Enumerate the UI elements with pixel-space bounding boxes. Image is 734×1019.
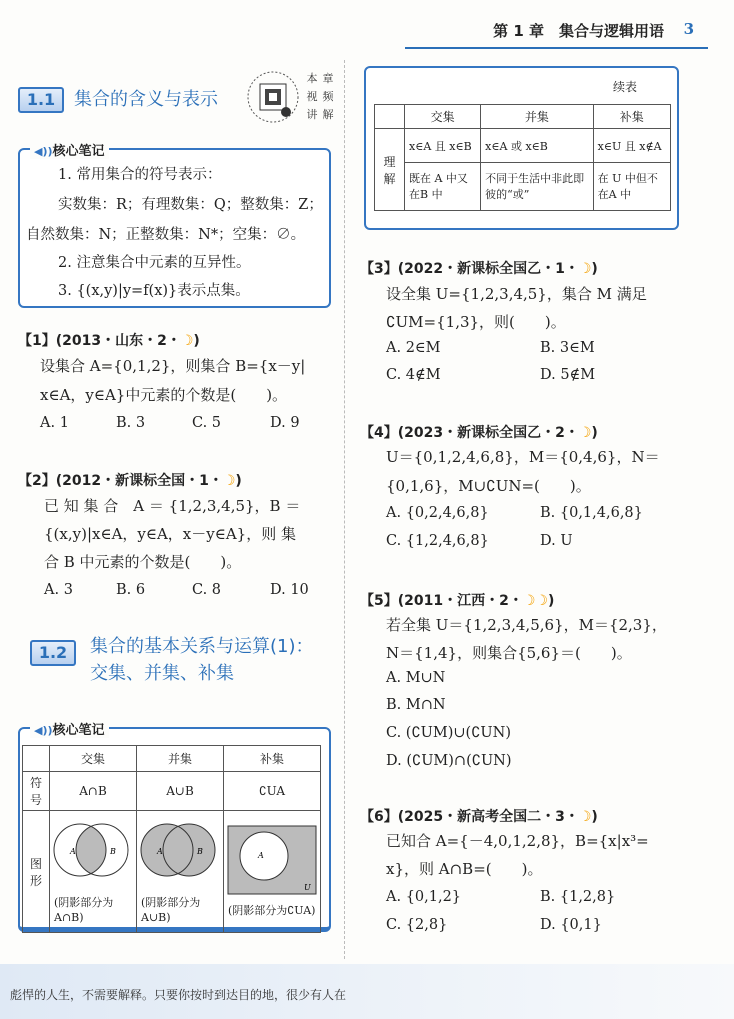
core-note-box-1 [18,144,331,308]
option[interactable]: C. {1,2,4,6,8} [386,533,489,549]
problem-3-head: 【3】(2022・新课标全国乙・1・☽) [360,261,598,277]
column-divider [344,60,345,959]
difficulty-moon-icon: ☽☽ [522,593,548,609]
problem-6-text: x}，则 A∩B=( )。 [386,860,543,878]
venn-union-diagram [137,814,223,892]
cell: x∈A 且 x∈B [405,129,481,163]
difficulty-moon-icon: ☽ [578,261,592,277]
problem-2-text: {(x,y)|x∈A，y∈A，x－y∈A}，则 集 [44,525,296,543]
venn-union [137,811,224,933]
col-head: 交集 [405,105,481,129]
cell: x∈U 且 x∉A [593,129,670,163]
option[interactable]: D. (∁UM)∩(∁UN) [386,753,512,769]
difficulty-moon-icon: ☽ [180,333,194,349]
set-operations-table [22,745,321,933]
caption: (阴影部分为∁UA) [228,903,316,917]
problem-4-text: {0,1,6}，M∪∁UN=( )。 [386,477,591,495]
caption: (阴影部分为A∪B) [141,896,201,924]
row-head: 符号 [23,772,50,811]
option[interactable]: D. U [540,533,573,549]
col-head: 并集 [481,105,593,129]
continued-label: 续表 [612,80,637,94]
venn-label: U [304,882,311,892]
option[interactable]: A. M∪N [386,670,446,686]
problem-3-text: 设全集 U={1,2,3,4,5}，集合 M 满足 [386,285,647,303]
option[interactable]: B. 3∈M [540,340,595,356]
section-title-1-1: 集合的含义与表示 [74,89,218,110]
option[interactable]: A. 2∈M [386,340,441,356]
caption: (阴影部分为A∩B) [54,896,114,924]
option[interactable]: B. {1,2,8} [540,889,616,905]
option[interactable]: B. 3 [116,415,146,431]
section-badge-1-1: 1.1 [18,87,64,113]
note-line: 自然数集：N；正整数集：N*；空集：∅。 [26,227,306,243]
problem-2-head: 【2】(2012・新课标全国・1・☽) [18,473,242,489]
qr-label-2: 章 频 解 [322,72,334,121]
section-title-1-2: 集合的基本关系与运算(1)： [90,636,314,657]
option[interactable]: A. 1 [40,415,69,431]
chapter-title: 第 1 章 集合与逻辑用语 [493,22,664,40]
problem-2-text: 合 B 中元素的个数是( )。 [44,553,242,571]
option[interactable]: C. (∁UM)∪(∁UN) [386,725,511,741]
option[interactable]: B. M∩N [386,697,446,713]
problem-4-text: U＝{0,1,2,4,6,8}，M＝{0,4,6}，N＝ [386,448,660,466]
difficulty-moon-icon: ☽ [222,473,236,489]
col-head: 交集 [50,746,137,772]
qr-code-icon[interactable] [246,70,300,124]
note-line: 2. 注意集合中元素的互异性。 [58,255,251,271]
note-line: 1. 常用集合的符号表示： [58,167,222,183]
section-badge-1-2: 1.2 [30,640,76,666]
continued-table-box [364,66,679,230]
continued-table [374,104,671,211]
problem-2-text: 已 知 集 合 A ＝ {1,2,3,4,5}，B ＝ [44,497,301,515]
venn-label: A [258,850,264,860]
cell: 在 U 中但不在A 中 [593,163,670,211]
row-head: 图形 [23,811,50,933]
note-line: 实数集：R；有理数集：Q；整数集：Z； [58,197,323,213]
venn-label: B [197,847,203,856]
symbol-cell: A∩B [50,772,137,811]
symbol-cell: A∪B [137,772,224,811]
difficulty-moon-icon: ☽ [578,809,592,825]
col-head: 补集 [224,746,321,772]
problem-6-head: 【6】(2025・新高考全国二・3・☽) [360,809,598,825]
core-note-box-2 [18,723,331,932]
problem-5-text: 若全集 U＝{1,2,3,4,5,6}，M＝{2,3}， [386,616,667,634]
speaker-icon: ◀)) [34,724,53,737]
problem-3-text: ∁UM={1,3}，则( )。 [386,313,566,331]
header-rule [405,47,708,49]
option[interactable]: C. 5 [192,415,222,431]
venn-label: B [110,847,116,856]
page-header [0,0,734,50]
col-head: 并集 [137,746,224,772]
footer-quote: 彪悍的人生，不需要解释。只要你按时到达目的地，很少有人在 [10,988,347,1002]
venn-complement-diagram [224,822,320,900]
venn-label: A [70,847,76,856]
option[interactable]: D. {0,1} [540,917,602,933]
option[interactable]: A. {0,2,4,6,8} [386,505,489,521]
problem-1-text: 设集合 A={0,1,2}，则集合 B={x－y| [40,357,306,375]
option[interactable]: A. 3 [44,582,73,598]
qr-label: 本 视 讲 [306,72,318,121]
problem-5-head: 【5】(2011・江西・2・☽☽) [360,593,555,609]
option[interactable]: D. 10 [270,582,309,598]
option[interactable]: C. {2,8} [386,917,448,933]
problem-1-head: 【1】(2013・山东・2・☽) [18,333,200,349]
speaker-icon: ◀)) [34,145,53,158]
option[interactable]: D. 5∉M [540,367,596,383]
note-line: 3. {(x,y)|y=f(x)}表示点集。 [58,283,250,299]
col-head: 补集 [593,105,670,129]
symbol-cell: ∁UA [224,772,321,811]
venn-complement [224,811,321,933]
venn-label: A [157,847,163,856]
difficulty-moon-icon: ☽ [578,425,592,441]
option[interactable]: B. {0,1,4,6,8} [540,505,643,521]
section-subtitle-1-2: 交集、并集、补集 [90,663,234,684]
venn-intersection-diagram [50,814,136,892]
cell: x∈A 或 x∈B [481,129,593,163]
core-note-tag: ◀))核心笔记 [30,140,109,159]
option[interactable]: D. 9 [270,415,300,431]
cell: 既在 A 中又在B 中 [405,163,481,211]
cell: 不同于生活中非此即彼的“或” [481,163,593,211]
option[interactable]: C. 8 [192,582,222,598]
option[interactable]: C. 4∉M [386,367,441,383]
option[interactable]: B. 6 [116,582,146,598]
problem-1-text: x∈A，y∈A}中元素的个数是( )。 [40,386,288,404]
row-head: 理解 [375,129,405,211]
option[interactable]: A. {0,1,2} [386,889,462,905]
venn-intersection [50,811,137,933]
problem-5-text: N＝{1,4}，则集合{5,6}＝( )。 [386,644,632,662]
page-number: 3 [683,20,694,38]
core-note-tag: ◀))核心笔记 [30,719,109,738]
problem-6-text: 已知合 A={－4,0,1,2,8}，B={x|x³= [386,832,649,850]
problem-4-head: 【4】(2023・新课标全国乙・2・☽) [360,425,598,441]
